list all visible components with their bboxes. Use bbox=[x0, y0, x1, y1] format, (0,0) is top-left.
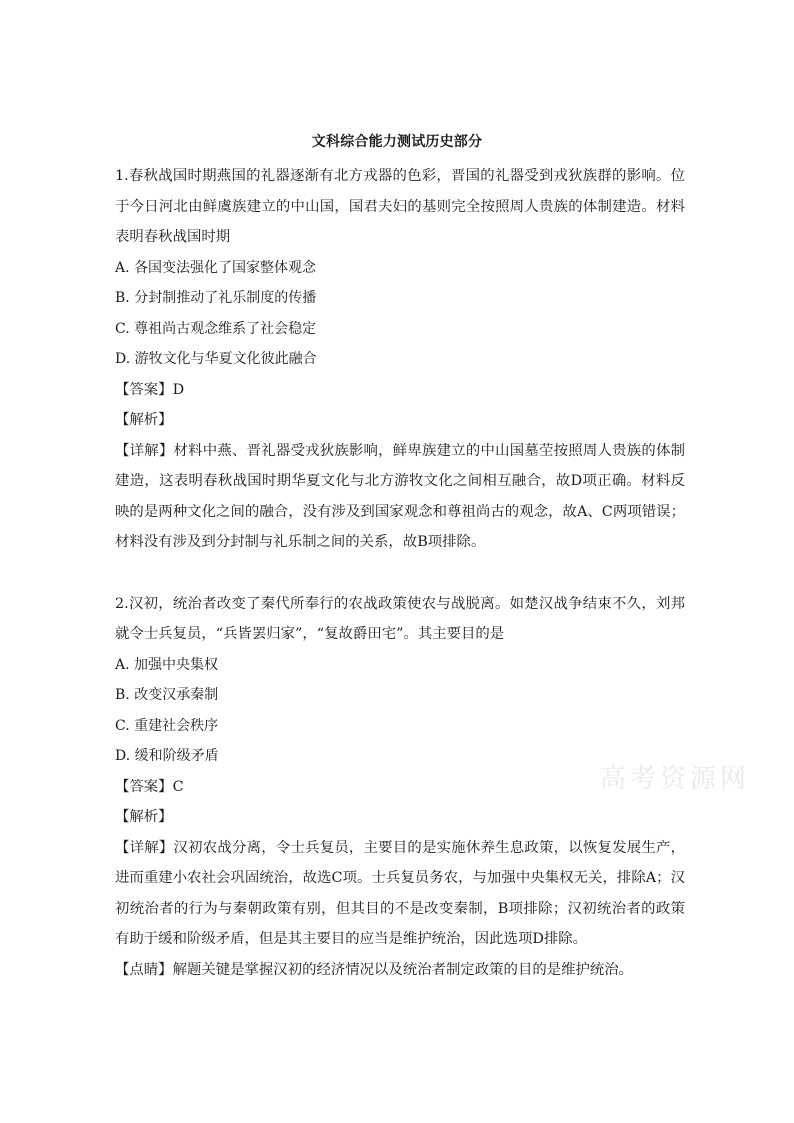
page-title: 文科综合能力测试历史部分 bbox=[311, 134, 483, 150]
tip: 【点睛】解题关键是掌握汉初的经济情况以及统治者制定政策的目的是维护统治。 bbox=[115, 961, 634, 978]
option-c: C. 重建社会秩序 bbox=[115, 717, 219, 734]
analysis-label: 【解析】 bbox=[115, 412, 173, 428]
option-c: C. 尊祖尚古观念维系了社会稳定 bbox=[115, 320, 317, 337]
question-list bbox=[115, 161, 685, 985]
question-stem: 2.汉初，统治者改变了秦代所奉行的农战政策使农与战脱离。如楚汉战争结束不久，刘邦就令士兵复员，“兵皆罢归家”，“复故爵田宅”。其主要目的是 bbox=[115, 595, 685, 642]
option-b: B. 分封制推动了礼乐制度的传播 bbox=[115, 290, 317, 306]
option-d: D. 游牧文化与华夏文化彼此融合 bbox=[115, 351, 317, 367]
analysis-detail: 【详解】材料中燕、晋礼器受戎狄族影响，鲜卑族建立的中山国墓茔按照周人贵族的体制建造，这表明春秋战国时期华夏文化与北方游牧文化之间相互融合，故D项正确。材料反映的是两种文化之间的融合，没有涉及到国家观念和尊祖尚古的观念，故A、C两项错误；材料没有涉及到分封制与礼乐制之间的关系，故B项排除。 bbox=[115, 442, 685, 550]
analysis-detail: 【详解】汉初农战分离，令士兵复员，主要目的是实施休养生息政策，以恢复发展生产，进而重建小农社会巩固统治，故选C项。士兵复员务农，与加强中央集权无关，排除A；汉初统治者的行为与秦朝政策有别，但其目的不是改变秦制，B项排除；汉初统治者的政策有助于缓和阶级矛盾，但是其主要目的应当是维护统治，因此选项D排除。 bbox=[115, 839, 685, 947]
analysis-label: 【解析】 bbox=[115, 809, 173, 825]
answer: 【答案】D bbox=[115, 381, 185, 398]
answer: 【答案】C bbox=[115, 778, 184, 795]
option-a: A. 加强中央集权 bbox=[115, 656, 219, 673]
option-b: B. 改变汉承秦制 bbox=[115, 687, 219, 703]
spacer bbox=[115, 558, 685, 589]
option-d: D. 缓和阶级矛盾 bbox=[115, 748, 219, 764]
question-stem: 1.春秋战国时期燕国的礼器逐渐有北方戎器的色彩，晋国的礼器受到戎狄族群的影响。位于今日河北由鲜虞族建立的中山国，国君夫妇的基则完全按照周人贵族的体制建造。材料表明春秋战国时期 bbox=[115, 168, 685, 245]
watermark: 高考资源网 bbox=[600, 764, 751, 794]
question-1 bbox=[115, 161, 685, 558]
option-a: A. 各国变法强化了国家整体观念 bbox=[115, 259, 317, 276]
